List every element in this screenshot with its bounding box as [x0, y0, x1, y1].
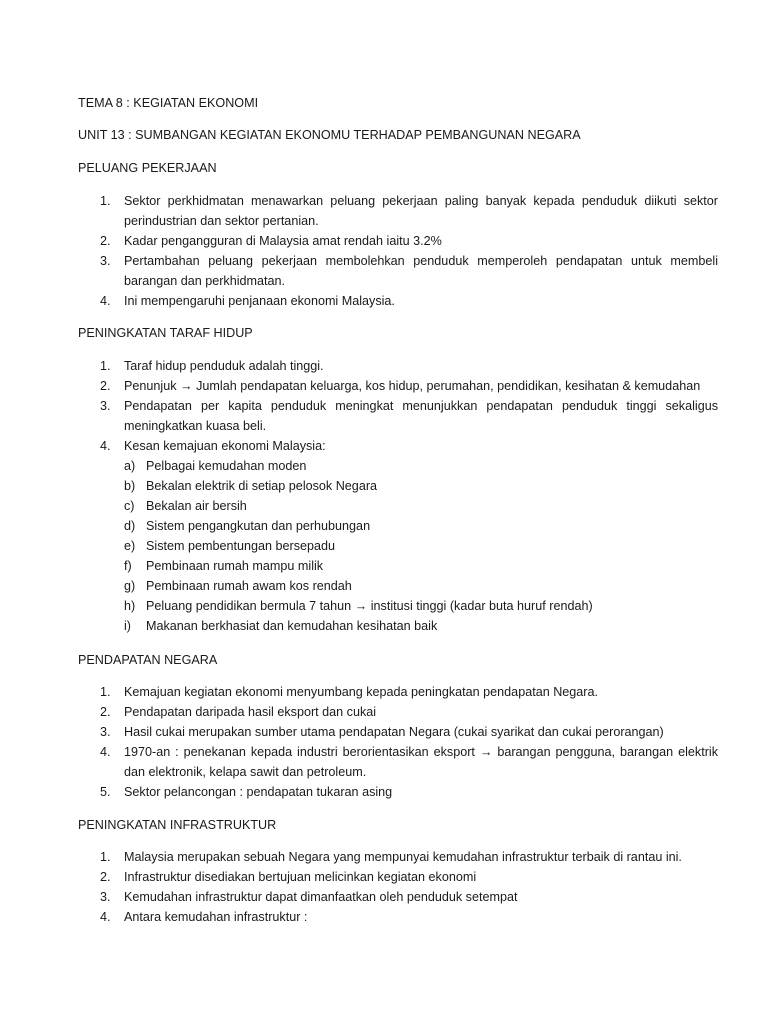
item-text: Sektor perkhidmatan menawarkan peluang pekerjaan paling banyak kepada penduduk diikuti sektor perindustrian dan sektor pertanian.	[124, 194, 718, 228]
item-number: 2.	[100, 379, 111, 393]
list-item	[78, 291, 718, 311]
list-item	[78, 396, 718, 436]
list-item	[78, 231, 718, 251]
item-text: Penunjuk → Jumlah pendapatan keluarga, kos hidup, perumahan, pendidikan, kesihatan & kemudahan	[124, 379, 701, 393]
item-number: 3.	[100, 725, 111, 739]
item-number: 1.	[100, 194, 111, 208]
item-text: Hasil cukai merupakan sumber utama pendapatan Negara (cukai syarikat dan cukai perorangan)	[124, 725, 664, 739]
subitem-text: Pembinaan rumah awam kos rendah	[146, 579, 352, 593]
item-number: 5.	[100, 785, 111, 799]
sublist-kesan-kemajuan	[124, 456, 718, 636]
section-heading-peluang-pekerjaan: PELUANG PEKERJAAN	[78, 161, 217, 175]
item-number: 2.	[100, 234, 111, 248]
item-text: Taraf hidup penduduk adalah tinggi.	[124, 359, 324, 373]
list-peluang-pekerjaan	[78, 191, 718, 311]
list-item	[78, 376, 718, 396]
item-number: 1.	[100, 850, 111, 864]
unit-title: UNIT 13 : SUMBANGAN KEGIATAN EKONOMU TERHADAP PEMBANGUNAN NEGARA	[78, 128, 581, 142]
item-text: Sektor pelancongan : pendapatan tukaran asing	[124, 785, 393, 799]
list-item	[78, 907, 718, 927]
list-item	[78, 356, 718, 376]
item-number: 2.	[100, 705, 111, 719]
subitem-text: Makanan berkhasiat dan kemudahan kesihatan baik	[146, 619, 438, 633]
subitem-letter: g)	[124, 579, 136, 593]
subitem-letter: b)	[124, 479, 136, 493]
item-text: Malaysia merupakan sebuah Negara yang mempunyai kemudahan infrastruktur terbaik di rantau ini.	[124, 850, 682, 864]
item-number: 1.	[100, 685, 111, 699]
section-heading-peningkatan-taraf-hidup: PENINGKATAN TARAF HIDUP	[78, 326, 253, 340]
list-item	[78, 436, 718, 636]
item-text: Kesan kemajuan ekonomi Malaysia:	[124, 439, 326, 453]
item-number: 4.	[100, 294, 111, 308]
item-text: Kadar pengangguran di Malaysia amat rendah iaitu 3.2%	[124, 234, 442, 248]
item-text: Pendapatan daripada hasil eksport dan cukai	[124, 705, 377, 719]
subitem-text: Bekalan elektrik di setiap pelosok Negara	[146, 479, 378, 493]
item-text: Antara kemudahan infrastruktur :	[124, 910, 308, 924]
section-heading-pendapatan-negara: PENDAPATAN NEGARA	[78, 653, 218, 667]
list-peningkatan-taraf-hidup	[78, 356, 718, 636]
subitem-letter: c)	[124, 499, 135, 513]
sub-list-item	[124, 516, 718, 536]
sub-list-item	[124, 536, 718, 556]
list-item	[78, 191, 718, 231]
subitem-letter: d)	[124, 519, 136, 533]
subitem-letter: h)	[124, 599, 136, 613]
item-number: 4.	[100, 745, 111, 759]
list-item	[78, 847, 718, 867]
item-text: Infrastruktur disediakan bertujuan melicinkan kegiatan ekonomi	[124, 870, 477, 884]
subitem-letter: e)	[124, 539, 136, 553]
sub-list-item	[124, 556, 718, 576]
item-number: 3.	[100, 890, 111, 904]
sub-list-item	[124, 596, 718, 616]
item-text: Kemajuan kegiatan ekonomi menyumbang kepada peningkatan pendapatan Negara.	[124, 685, 599, 699]
sub-list-item	[124, 616, 718, 636]
sub-list-item	[124, 496, 718, 516]
item-number: 3.	[100, 399, 111, 413]
item-number: 2.	[100, 870, 111, 884]
subitem-text: Pelbagai kemudahan moden	[146, 459, 307, 473]
section-heading-peningkatan-infrastruktur: PENINGKATAN INFRASTRUKTUR	[78, 818, 277, 832]
item-number: 1.	[100, 359, 111, 373]
item-text: Pertambahan peluang pekerjaan membolehkan penduduk memperoleh pendapatan untuk membeli barangan dan perkhidmatan.	[124, 254, 718, 288]
list-item	[78, 722, 718, 742]
item-number: 4.	[100, 910, 111, 924]
list-item	[78, 682, 718, 702]
sub-list-item	[124, 456, 718, 476]
item-text: 1970-an : penekanan kepada industri berorientasikan eksport → barangan pengguna, barangan elektrik dan elektronik, kelapa sawit dan petroleum.	[124, 745, 718, 779]
subitem-text: Pembinaan rumah mampu milik	[146, 559, 324, 573]
subitem-text: Peluang pendidikan bermula 7 tahun → institusi tinggi (kadar buta huruf rendah)	[146, 599, 593, 613]
list-item	[78, 867, 718, 887]
list-item	[78, 251, 718, 291]
sub-list-item	[124, 576, 718, 596]
subitem-letter: f)	[124, 559, 132, 573]
item-number: 4.	[100, 439, 111, 453]
item-text: Ini mempengaruhi penjanaan ekonomi Malaysia.	[124, 294, 395, 308]
subitem-text: Sistem pembentungan bersepadu	[146, 539, 336, 553]
list-item	[78, 742, 718, 782]
item-number: 3.	[100, 254, 111, 268]
item-text: Kemudahan infrastruktur dapat dimanfaatkan oleh penduduk setempat	[124, 890, 518, 904]
list-pendapatan-negara	[78, 682, 718, 802]
subitem-letter: i)	[124, 619, 131, 633]
theme-title: TEMA 8 : KEGIATAN EKONOMI	[78, 96, 259, 110]
subitem-letter: a)	[124, 459, 136, 473]
subitem-text: Sistem pengangkutan dan perhubungan	[146, 519, 371, 533]
list-peningkatan-infrastruktur	[78, 847, 718, 927]
list-item	[78, 782, 718, 802]
list-item	[78, 702, 718, 722]
subitem-text: Bekalan air bersih	[146, 499, 247, 513]
sub-list-item	[124, 476, 718, 496]
item-text: Pendapatan per kapita penduduk meningkat menunjukkan pendapatan penduduk tinggi sekaligus meningkatkan kuasa beli.	[124, 399, 718, 433]
list-item	[78, 887, 718, 907]
